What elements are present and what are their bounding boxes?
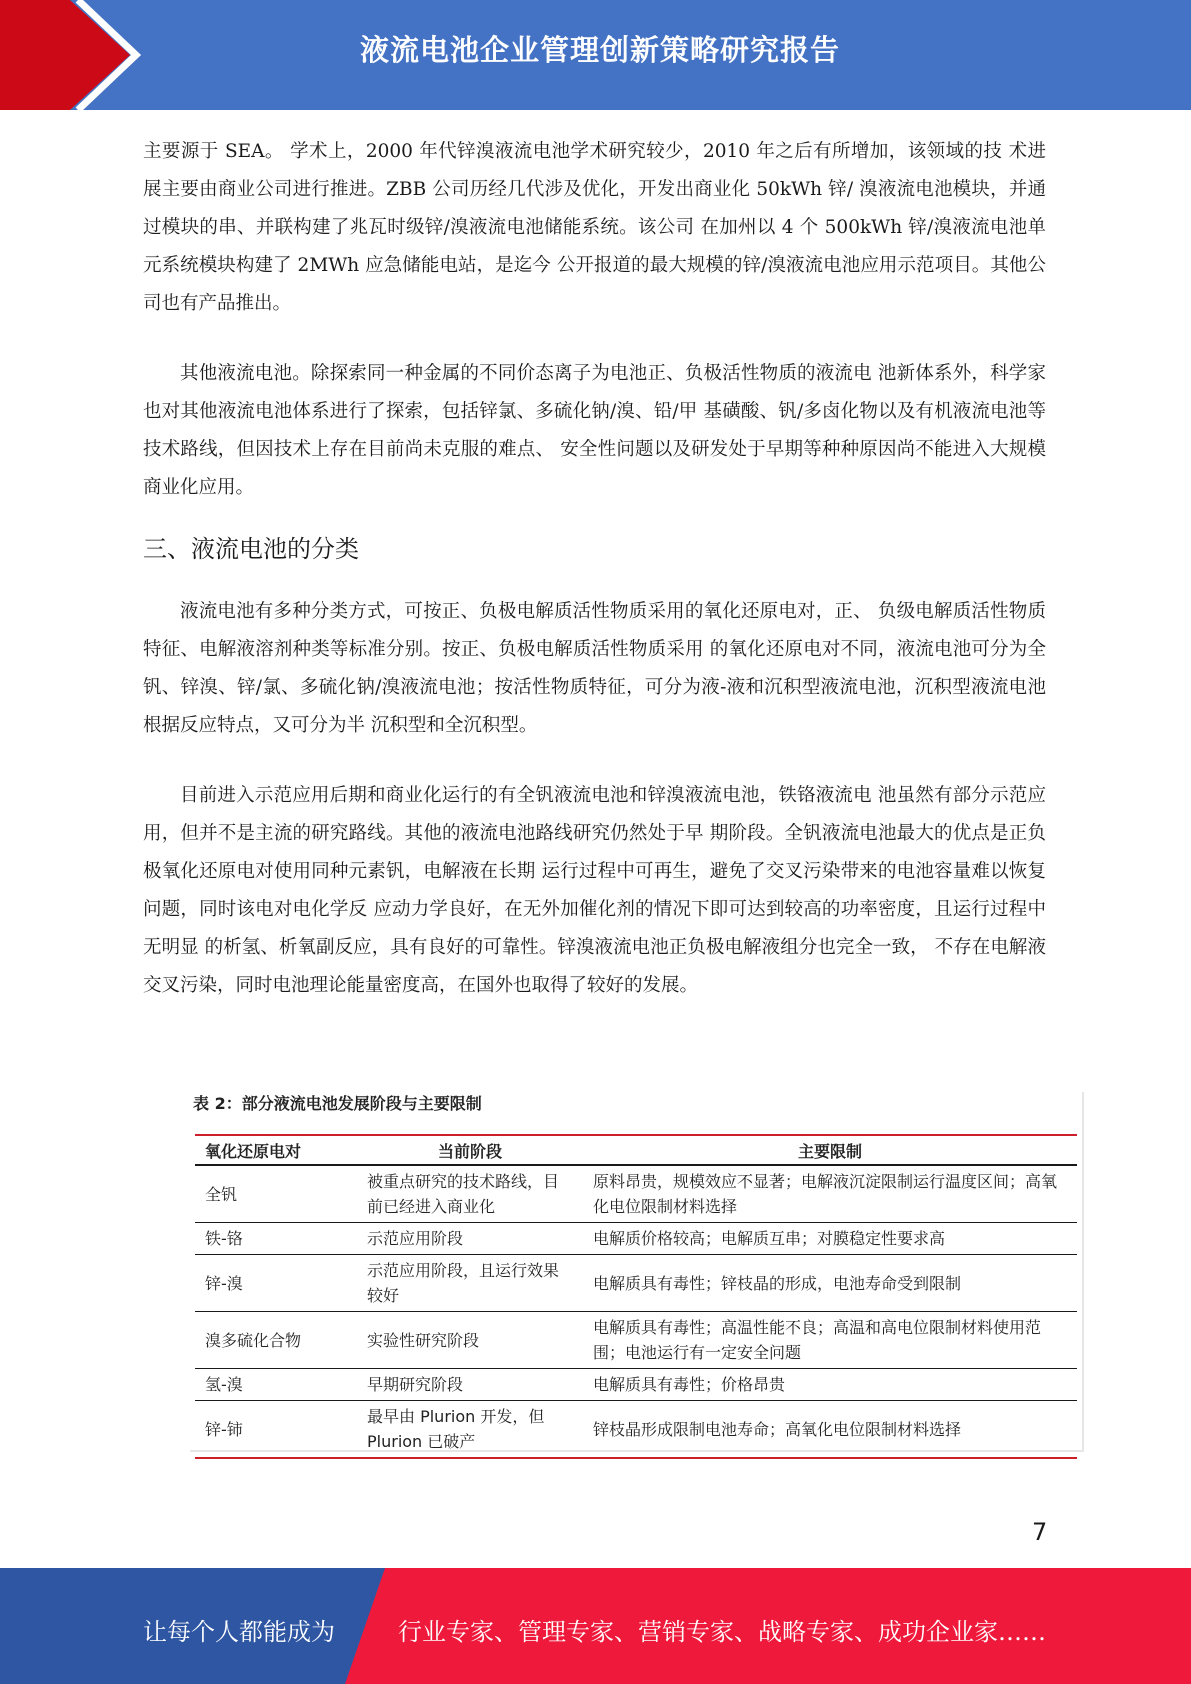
- table-row: [195, 1401, 1077, 1459]
- table-cell: 电解质具有毒性；价格昂贵: [583, 1369, 1077, 1401]
- table-row: [195, 1312, 1077, 1369]
- table-caption: 表 2：部分液流电池发展阶段与主要限制: [193, 1094, 482, 1113]
- table-cell: 电解质价格较高；电解质互串；对膜稳定性要求高: [583, 1223, 1077, 1255]
- table-cell: 电解质具有毒性；高温性能不良；高温和高电位限制材料使用范围；电池运行有一定安全问题: [583, 1312, 1077, 1369]
- table-header-cell: 主要限制: [583, 1135, 1077, 1165]
- table-cell: 早期研究阶段: [357, 1369, 583, 1401]
- footer-slogan-left: 让每个人都能成为: [143, 1618, 335, 1646]
- paragraph-zinc-bromine: 主要源于 SEA。 学术上，2000 年代锌溴液流电池学术研究较少，2010 年之后有所增加，该领域的技 术进展主要由商业公司进行推进。ZBB 公司历经几代涉及优化，开发出商业化 50kWh 锌/ 溴液流电池模块，并通过模块的串、并联构建了兆瓦时级锌/溴液流电池储能系统。该公司 在加州以 4 个 500kWh 锌/溴液流电池单元系统模块构建了 2MWh 应急储能电站，是迄今 公开报道的最大规模的锌/溴液流电池应用示范项目。其他公司也有产品推出。: [143, 141, 1046, 314]
- table-cell: 锌枝晶形成限制电池寿命；高氧化电位限制材料选择: [583, 1401, 1077, 1459]
- table-cell: 原料昂贵，规模效应不显著；电解液沉淀限制运行温度区间；高氧化电位限制材料选择: [583, 1165, 1077, 1223]
- header-chevron-icon: [0, 0, 150, 110]
- table-cell: 锌-铈: [195, 1401, 357, 1459]
- page-header: [0, 0, 1191, 110]
- table-row: [195, 1369, 1077, 1401]
- table-header-cell: 氧化还原电对: [195, 1135, 357, 1165]
- table-row: [195, 1223, 1077, 1255]
- footer-slogan-right: 行业专家、管理专家、营销专家、战略专家、成功企业家……: [398, 1618, 1046, 1646]
- paragraph-other-flow-batteries: 其他液流电池。除探索同一种金属的不同价态离子为电池正、负极活性物质的液流电 池新体系外，科学家也对其他液流电池体系进行了探索，包括锌氯、多硫化钠/溴、铅/甲 基磺酸、钒/多卤化物以及有机液流电池等技术路线，但因技术上存在目前尚未克服的难点、 安全性问题以及研发处于早期等种种原因尚不能进入大规模商业化应用。: [143, 363, 1046, 498]
- table-cell: 电解质具有毒性；锌枝晶的形成，电池寿命受到限制: [583, 1255, 1077, 1312]
- table-row: [195, 1165, 1077, 1223]
- table-cell: 全钒: [195, 1165, 357, 1223]
- page-footer: [0, 1568, 1191, 1684]
- table-cell: 最早由 Plurion 开发，但 Plurion 已破产: [357, 1401, 583, 1459]
- table-cell: 锌-溴: [195, 1255, 357, 1312]
- header-title: 液流电池企业管理创新策略研究报告: [360, 33, 841, 67]
- table-header-cell: 当前阶段: [357, 1135, 583, 1165]
- paragraph-classification: 液流电池有多种分类方式，可按正、负极电解质活性物质采用的氧化还原电对，正、 负级电解质活性物质特征、电解液溶剂种类等标准分别。按正、负极电解质活性物质采用 的氧化还原电对不同，液流电池可分为全钒、锌溴、锌/氯、多硫化钠/溴液流电池；按活性物质特征，可分为液-液和沉积型液流电池，沉积型液流电池根据反应特点，又可分为半 沉积型和全沉积型。: [143, 601, 1046, 736]
- table-row: [195, 1255, 1077, 1312]
- table-cell: 实验性研究阶段: [357, 1312, 583, 1369]
- table-figure: [188, 1090, 1082, 1450]
- table-cell: 氢-溴: [195, 1369, 357, 1401]
- table-cell: 示范应用阶段，且运行效果较好: [357, 1255, 583, 1312]
- flow-battery-table: [195, 1134, 1077, 1459]
- table-cell: 示范应用阶段: [357, 1223, 583, 1255]
- table-header-row: [195, 1135, 1077, 1165]
- section-heading: 三、液流电池的分类: [143, 535, 359, 563]
- table-cell: 被重点研究的技术路线，目前已经进入商业化: [357, 1165, 583, 1223]
- page-number: 7: [1032, 1518, 1048, 1546]
- table-cell: 溴多硫化合物: [195, 1312, 357, 1369]
- table-cell: 铁-铬: [195, 1223, 357, 1255]
- paragraph-current-status: 目前进入示范应用后期和商业化运行的有全钒液流电池和锌溴液流电池，铁铬液流电 池虽然有部分示范应用，但并不是主流的研究路线。其他的液流电池路线研究仍然处于早 期阶段。全钒液流电池最大的优点是正负极氧化还原电对使用同种元素钒，电解液在长期 运行过程中可再生，避免了交叉污染带来的电池容量难以恢复问题，同时该电对电化学反 应动力学良好，在无外加催化剂的情况下即可达到较高的功率密度，且运行过程中无明显 的析氢、析氧副反应，具有良好的可靠性。锌溴液流电池正负极电解液组分也完全一致， 不存在电解液交叉污染，同时电池理论能量密度高，在国外也取得了较好的发展。: [143, 785, 1046, 996]
- main-content: [143, 133, 1046, 1005]
